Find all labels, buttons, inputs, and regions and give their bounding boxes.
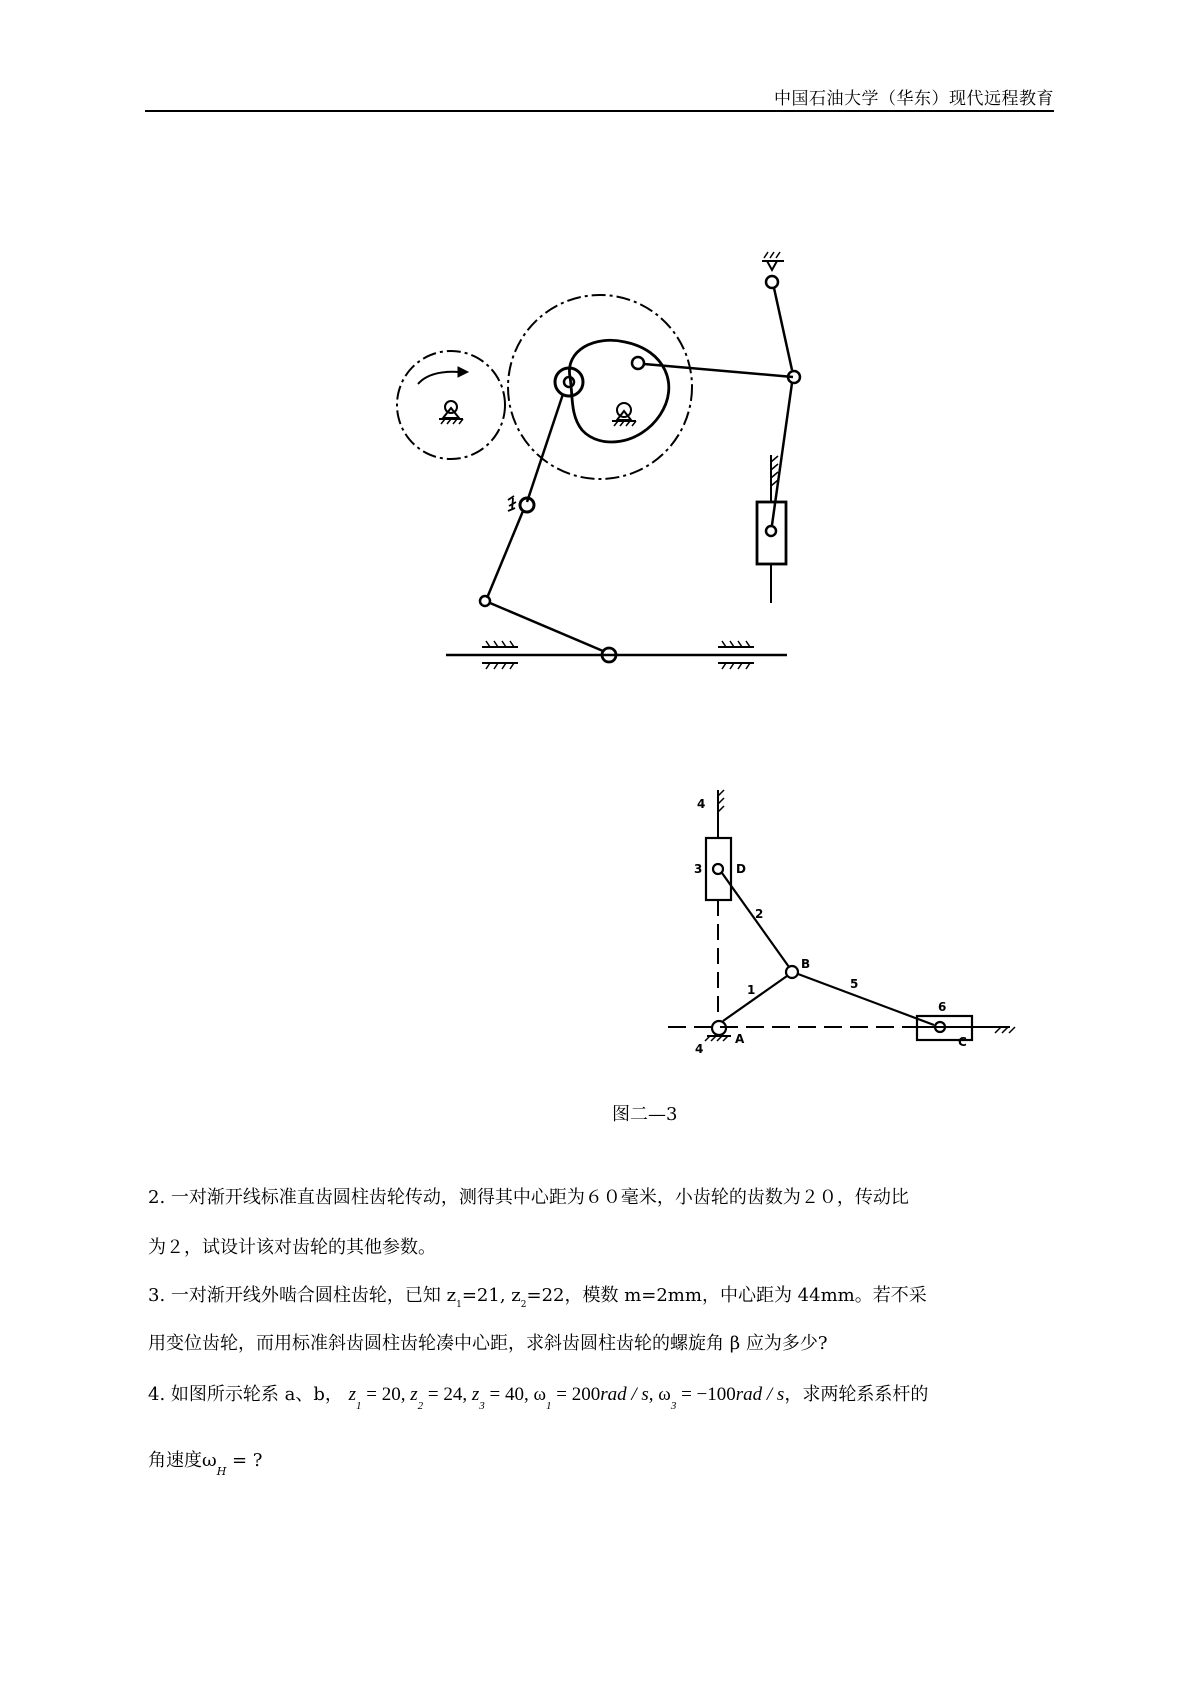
question-4-line-1 [148, 1382, 928, 1410]
question-2-line-1: 2. 一对渐开线标准直齿圆柱齿轮传动，测得其中心距为６０毫米，小齿轮的齿数为２０，传动比 [148, 1187, 909, 1208]
q4-formula: $z_1 = 20$, $z_2 = 24$, $z_3 = 40$, $\omega_1 = 200rad / s$, $\omega_3 = -100rad / s$ [348, 1384, 785, 1412]
label-5: 5 [850, 977, 859, 991]
q4-line2-suffix: = ? [226, 1450, 263, 1471]
label-2: 2 [755, 907, 764, 921]
q3-sub-1: 1 [456, 1300, 462, 1310]
q4-suffix: ，求两轮系系杆的 [784, 1384, 929, 1405]
question-4-line-2 [148, 1448, 262, 1476]
question-3-line-2: 用变位齿轮，而用标准斜齿圆柱齿轮凑中心距，求斜齿圆柱齿轮的螺旋角 β 应为多少? [148, 1333, 828, 1354]
q4-line2-prefix: 角速度ω [148, 1450, 217, 1471]
label-C: C [958, 1035, 967, 1049]
label-4-bottom: 4 [695, 1042, 704, 1056]
slider-3 [706, 838, 731, 900]
header-title: 中国石油大学（华东）现代远程教育 [774, 89, 1054, 109]
question-3-line-1 [148, 1283, 927, 1312]
q4-prefix: 4. 如图所示轮系 a、b， [148, 1384, 343, 1405]
label-3: 3 [694, 862, 703, 876]
q3-sub-2: 2 [520, 1300, 527, 1310]
label-1: 1 [747, 983, 756, 997]
label-B: B [801, 957, 811, 971]
q3-text-c: =22，模数 m=2mm，中心距为 44mm。若不采 [526, 1285, 927, 1306]
q4-line2-sub: H [216, 1465, 227, 1478]
label-4-top: 4 [697, 797, 706, 811]
q3-text-a: 3. 一对渐开线外啮合圆柱齿轮，已知 z [148, 1285, 457, 1306]
figure-caption: 图二—3 [612, 1104, 678, 1125]
label-D: D [736, 862, 746, 876]
label-6: 6 [938, 1000, 947, 1014]
q3-text-b: =21, z [461, 1285, 521, 1306]
label-A: A [735, 1032, 745, 1046]
question-2-line-2: 为２，试设计该对齿轮的其他参数。 [148, 1237, 436, 1258]
